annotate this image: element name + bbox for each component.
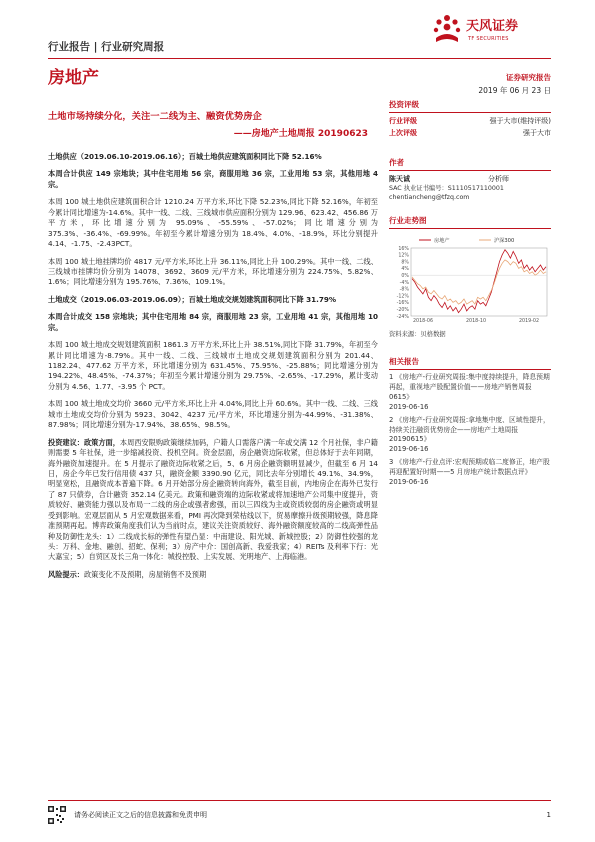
trend-chart [389,232,551,328]
body-paragraph [48,399,378,430]
trend-section-title: 行业走势图 [389,216,551,229]
y-tick-label: -4% [399,281,409,287]
body-paragraph [48,169,378,190]
analyst-row [389,174,509,184]
industry-rating-row [389,116,551,126]
trend-chart-svg [389,232,551,328]
report-title: 土地市场持续分化，关注一二线为主、融资优势房企 [48,111,262,122]
brand-name-cn: 天风证券 [466,19,519,34]
para-lead: 本周合计成交 158 宗地块；其中住宅用地 84 宗，商服用地 23 宗，工业用地 41 宗，其他用地 10 宗。 [48,312,378,332]
chart-frame [411,248,547,316]
prev-rating-value: 强于大市 [523,129,551,138]
analyst-email[interactable]: chentiancheng@tfzq.com [389,194,470,202]
related-report-item[interactable] [389,458,551,488]
related-report-date: 2019-06-16 [389,477,429,486]
qr-code-icon [48,806,66,824]
industry-rating-label: 行业评级 [389,116,417,125]
para-lead: 本周合计供应 149 宗地块；其中住宅用地 56 宗，商服用地 36 宗，工业用地 53 宗，其他用地 4 宗。 [48,169,378,189]
para-lead: 投资建议：政策方面， [48,437,120,447]
tf-logo-icon [432,14,462,46]
y-tick-label: 12% [398,253,409,259]
y-tick-label: -8% [399,287,409,293]
sector-title: 房地产 [48,68,99,88]
author-section-title: 作者 [389,158,551,171]
related-report-text[interactable]: 2 《房地产-行业研究周报:拿地集中度、区域性提升，持续关注融资优势房企——房地产土地周报 20190615》 [389,415,550,444]
rating-section-title: 投资评级 [389,100,551,113]
report-date: 2019 年 06 月 23 日 [478,86,551,95]
y-tick-label: -20% [396,308,409,314]
related-report-text[interactable]: 1 《房地产-行业研究周报:集中度持续提升，降息预期再起，重视地产股配置价值——房地产销售周报 0615》 [389,373,550,401]
body-paragraph [48,257,378,288]
body-paragraph [48,312,378,333]
body-paragraph [48,295,378,305]
y-tick-label: 4% [401,267,409,273]
para-text: 本周 100 城土地供应建筑面积合计 1210.24 万平方米,环比下降 52.23%,同比下降 52.16%，年初至今累计同比增速为-14.6%。其中一线、二线、三线城市供应面积分别为 129.96、623.42、456.86 万平方米，环比增速分别为 95.09%、-55.59%、-57.02%；同比增速分别为 375.3%、-36.4%、-69.99%。年初至今累计增速分别为 18.4%、4.0%、-18.9%，环比分别提升 4.14、-1.75、-2.43PCT。 [48,197,378,249]
para-text: 本周 100 城土地挂牌均价 4817 元/平方米,环比上升 36.11%,同比上升 100.29%。其中一线、二线、三线城市挂牌均价分别为 14078、3692、3609 元/平方米，环比增速分别为 224.75%、5.82%、1.6%；同比增速分别为 195.76%、7.36%、109.1%。 [48,256,378,287]
related-report-item[interactable] [389,416,551,455]
y-tick-label: -16% [396,301,409,307]
y-tick-label: 16% [398,247,409,253]
legend-label: 房地产 [434,238,450,245]
para-lead: 土地供应（2019.06.10-2019.06.16）；百城土地供应建筑面积同比下降 52.16% [48,152,322,161]
report-type: 证券研究报告 [506,73,551,82]
series-line-0 [412,250,546,313]
report-subtitle: ——房地产土地周报 20190623 [233,129,368,139]
y-tick-label: -24% [396,315,409,321]
y-tick-label: -12% [396,294,409,300]
body-paragraph [48,152,378,162]
body-paragraph [48,570,378,580]
x-tick-label: 2018-10 [465,319,487,325]
para-lead: 风险提示： [48,569,84,579]
brand-name-en: TF SECURITIES [468,36,509,42]
prev-rating-label: 上次评级 [389,129,417,138]
para-text: 本周西安限购政策继续加码，户籍人口需落户满一年或交满 12 个月社保，非户籍则需要 5 年社保，进一步缩减投资、投机空间。资金层面，房企融资边际收紧，但总体好于去年同期，海外融资加速提升。在 5 月提示了融资边际收紧之后，5、6 月房企融资额明显减少，但截至 6 月 14 日，房企今年已发行信用债 437 只，融资金额 3390.90 亿元，同比去年分别增长 49.1%、34.9%，明显宽松，且融资成本普遍下降。6 月开始部分房企融资转向海外，截至目前，内地房企在海外已发行了 87 只债券，合计融资 352.14 亿美元。政策和融资端的边际收紧或将加速地产公司集中度提升，资质较好、融资能力强以及布局一二线的房企或强者愈强，而以三四线为主或资质较弱的房企融资或明显受到影响。宏观层面从 5 月宏观数据来看，PMI 再次降到荣枯线以下，贸易摩擦升级预期较强，降息降准预期再起。博弈政策角度我们认为当前时点，建议关注资质较好、海外融资额度较高的二线高弹性品种及防御性龙头：1）二线成长标的弹性有望凸显：中南建设、阳光城、新城控股；2）防御性较强的龙头：万科、金地、融创、招蛇、保利；3）房产中介：国创高新、我爱我家；4）REITs 及利率下行：光大嘉宝；5）自贸区及长三角一体化：城投控股、上实发展、光明地产、上海临港。 [48,437,378,562]
prev-rating-row [389,128,551,138]
para-text: 本周 100 城土地成交规划建筑面积 1861.3 万平方米,环比上升 38.51%,同比下降 31.79%，年初至今累计同比增速为-8.79%。其中一线、二线、三线城市土地成交规划建筑面积分别为 201.44、1182.24、477.62 万平方米，环比增速分别为 631.45%、75.95%、-25.88%；同比增速分别为 194.22%、48.45%、-74.37%；年初至今累计增速分别为 29.75%、-2.65%、-17.29%，累计变动分别为 4.56、1.77、-3.95 个 PCT。 [48,340,378,391]
analyst-cert: SAC 执业证书编号：S1110517110001 [389,185,504,193]
x-tick-label: 2019-02 [518,319,540,325]
related-report-date: 2019-06-16 [389,402,429,411]
y-tick-label: 8% [401,260,409,266]
related-report-item[interactable] [389,373,551,412]
breadcrumb: 行业报告 | 行业研究周报 [48,41,165,53]
y-tick-label: 0% [401,274,409,280]
header-divider [48,58,551,59]
page-number: 1 [546,811,551,819]
analyst-role: 分析师 [488,175,509,184]
main-body [48,152,378,587]
analyst-name: 陈天诚 [389,175,410,184]
related-report-text[interactable]: 3 《房地产-行业点评:宏观预期或临二度修正，地产股再迎配置好时期——5 月房地产统计数据点评》 [389,458,550,476]
body-paragraph [48,340,378,392]
disclaimer: 请务必阅读正文之后的信息披露和免责申明 [74,811,207,819]
industry-rating-value: 强于大市(维持评级) [489,116,551,125]
body-paragraph [48,197,378,249]
related-reports [389,373,551,487]
para-text: 政策变化不及预期，房屋销售不及预期 [83,569,207,579]
para-text: 本周 100 城土地成交均价 3660 元/平方米,环比上升 4.04%,同比上升 60.6%。其中一线、二线、三线城市土地成交均价分别为 5923、3042、4237 元/平方米，环比增速分别为-44.99%、-31.38%、87.98%；同比增速分别为-17.94%、38.65%、98.5%。 [48,399,378,430]
sidebar [389,100,551,491]
para-lead: 土地成交（2019.06.03-2019.06.09）；百城土地成交规划建筑面积同比下降 31.79% [48,294,337,304]
legend-label: 沪深300 [494,238,515,245]
body-paragraph [48,438,378,563]
related-section-title: 相关报告 [389,357,551,370]
brand-logo [432,14,562,50]
footer-divider [48,800,551,801]
chart-source: 资料来源：贝格数据 [389,331,446,339]
related-report-date: 2019-06-16 [389,445,429,454]
x-tick-label: 2018-06 [412,319,434,325]
